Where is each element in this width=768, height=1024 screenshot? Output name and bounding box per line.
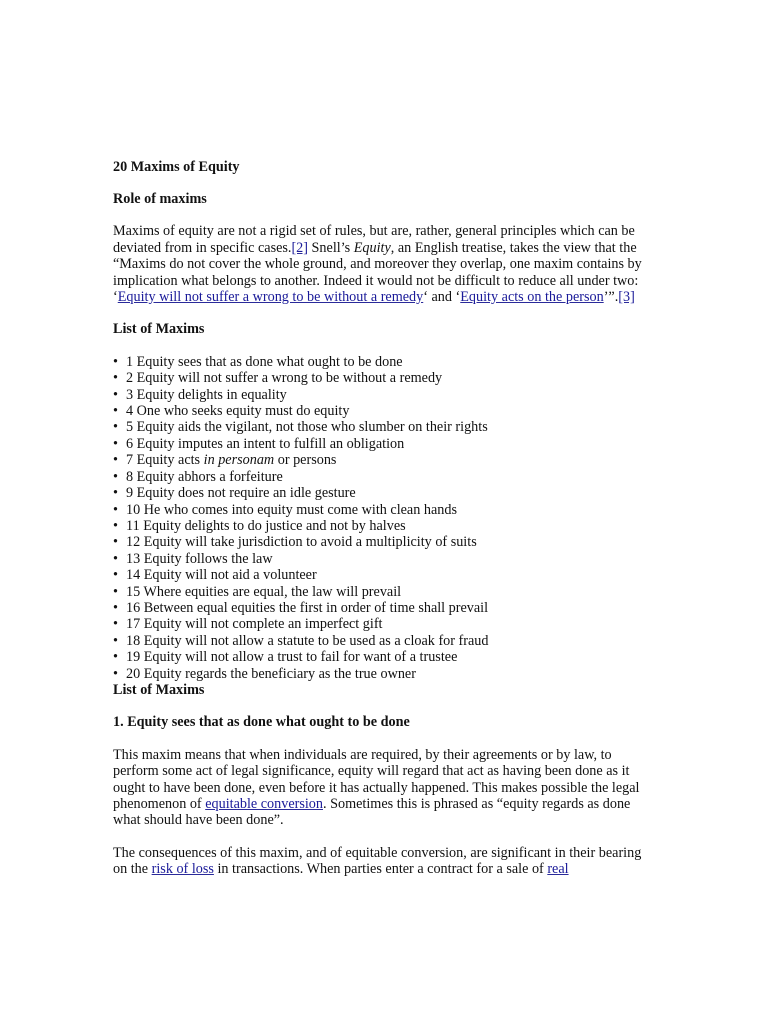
bullet: •: [113, 370, 118, 387]
bullet: •: [113, 599, 118, 616]
list-item: • 6 Equity imputes an intent to fulfill an obligation: [113, 435, 405, 452]
link-risk-of-loss[interactable]: risk of loss: [151, 861, 214, 878]
list-item: • 9 Equity does not require an idle gesture: [113, 485, 356, 502]
list-item: • 1 Equity sees that as done what ought to be done: [113, 353, 403, 370]
list-of-maxims-heading-2: List of Maxims: [113, 681, 205, 698]
bullet: •: [113, 468, 118, 485]
bullet: •: [113, 616, 118, 633]
bullet: •: [113, 501, 118, 518]
in-personam-italic: in personam: [203, 452, 275, 469]
bullet: •: [113, 665, 118, 682]
list-item: • 17 Equity will not complete an imperfect gift: [113, 616, 383, 633]
list-item: • 20 Equity regards the beneficiary as the true owner: [113, 665, 416, 682]
link-real-property[interactable]: real: [547, 861, 569, 878]
role-of-maxims-heading: Role of maxims: [113, 191, 207, 207]
bullet: •: [113, 419, 118, 436]
document-body: [113, 159, 658, 878]
section-1-paragraph-2: The consequences of this maxim, and of equitable conversion, are significant in their bearing on the risk of loss in transactions. When parties enter a contract for a sale of real: [113, 844, 642, 878]
bullet: •: [113, 517, 118, 534]
list-item: • 19 Equity will not allow a trust to fail for want of a trustee: [113, 649, 458, 666]
bullet: •: [113, 583, 118, 600]
section-1-heading: 1. Equity sees that as done what ought to be done: [113, 714, 410, 731]
bullet: •: [113, 353, 118, 370]
link-equity-remedy[interactable]: Equity will not suffer a wrong to be without a remedy: [117, 289, 424, 306]
equity-title-italic: Equity: [353, 239, 391, 256]
link-equity-acts-on-person[interactable]: Equity acts on the person: [460, 289, 604, 306]
list-item: • 4 One who seeks equity must do equity: [113, 403, 350, 420]
list-item: • 14 Equity will not aid a volunteer: [113, 567, 317, 584]
bullet: •: [113, 649, 118, 666]
list-item: • 13 Equity follows the law: [113, 550, 273, 567]
bullet: •: [113, 534, 118, 551]
list-item: • 16 Between equal equities the first in order of time shall prevail: [113, 599, 489, 616]
intro-paragraph: [113, 223, 658, 305]
footnote-ref-3[interactable]: [3]: [618, 289, 635, 306]
footnote-ref-2[interactable]: [2]: [291, 239, 308, 256]
list-item: • 5 Equity aids the vigilant, not those who slumber on their rights: [113, 419, 488, 436]
list-item: • 2 Equity will not suffer a wrong to be without a remedy: [113, 370, 443, 387]
bullet: •: [113, 550, 118, 567]
list-of-maxims-heading: List of Maxims: [113, 321, 205, 338]
list-item: • 11 Equity delights to do justice and not by halves: [113, 517, 406, 534]
list-item: • 15 Where equities are equal, the law will prevail: [113, 583, 402, 600]
intro-text-1: Maxims of equity are not a rigid set of rules, but are, rather, general principles which can be deviated from in specific cases.: [113, 223, 635, 256]
list-item: • 12 Equity will take jurisdiction to avoid a multiplicity of suits: [113, 534, 477, 551]
bullet: •: [113, 485, 118, 502]
intro-text-5: ’”.: [603, 289, 619, 306]
intro-text-2: Snell’s: [308, 239, 354, 256]
bullet: •: [113, 452, 118, 469]
bullet: •: [113, 435, 118, 452]
maxims-list: [113, 354, 658, 682]
list-item: • 7 Equity acts in personam or persons: [113, 452, 337, 469]
list-item: • 18 Equity will not allow a statute to be used as a cloak for fraud: [113, 632, 489, 649]
document-title: 20 Maxims of Equity: [113, 159, 240, 175]
bullet: •: [113, 403, 118, 420]
intro-text-4: ‘ and ‘: [423, 289, 461, 306]
link-equitable-conversion[interactable]: equitable conversion: [205, 796, 323, 812]
list-item: • 8 Equity abhors a forfeiture: [113, 468, 283, 485]
list-item: • 10 He who comes into equity must come with clean hands: [113, 501, 457, 518]
bullet: •: [113, 386, 118, 403]
section-1-paragraph-1: This maxim means that when individuals are required, by their agreements or by law, to perform some act of legal significance, equity will regard that act as having been done as it ought to have been done, even before it has actually happened. This makes possible the legal phenomenon of equitable conversion. Sometimes this is phrased as “equity regards as done what should have been done”.: [113, 746, 640, 829]
intro-text-3: , an English treatise, takes the view that the “Maxims do not cover the whole ground, and moreover they overlap, one maxim contains by implication what belongs to another. Indeed it would not be difficult to reduce all under two: ‘: [113, 239, 642, 306]
bullet: •: [113, 632, 118, 649]
bullet: •: [113, 567, 118, 584]
list-item: • 3 Equity delights in equality: [113, 386, 287, 403]
